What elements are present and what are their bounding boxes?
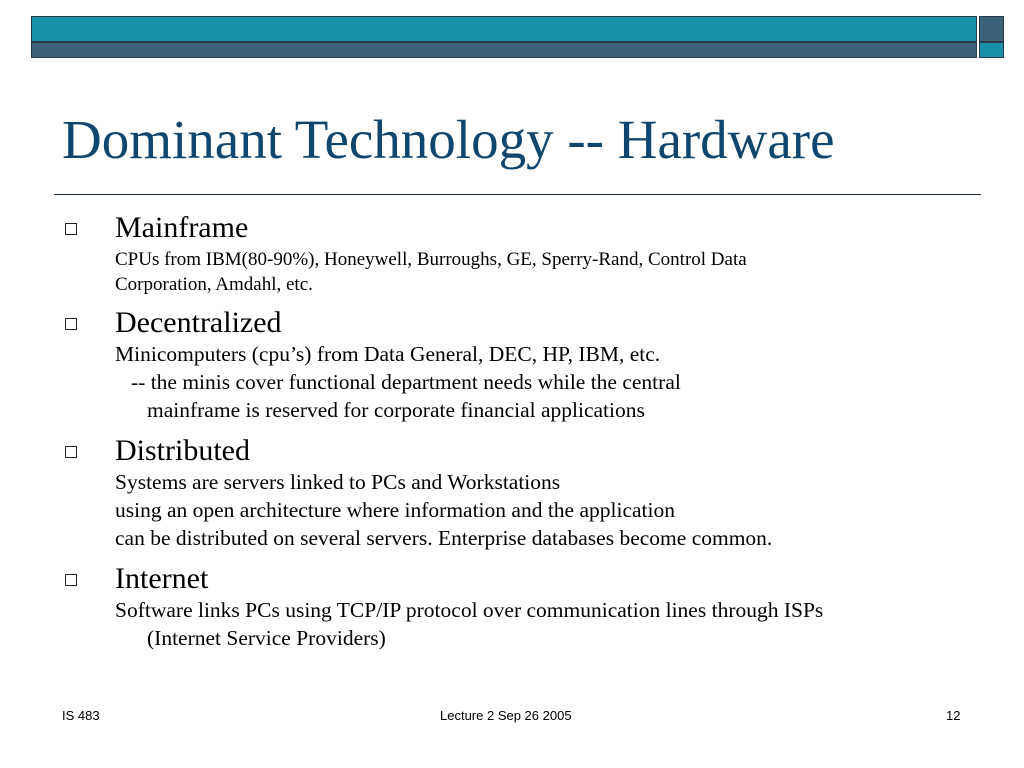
header-bar-bottom bbox=[31, 42, 977, 58]
bullet-line: can be distributed on several servers. Enterprise databases become common. bbox=[115, 526, 773, 550]
bullet-line: (Internet Service Providers) bbox=[147, 626, 386, 650]
header-bar-top bbox=[31, 16, 977, 42]
bullet-heading: Decentralized bbox=[115, 306, 282, 339]
bullet-heading: Distributed bbox=[115, 434, 250, 467]
square-bullet-icon bbox=[65, 574, 77, 586]
header-square-bottom bbox=[979, 42, 1004, 58]
bullet-line: using an open architecture where information and the application bbox=[115, 498, 675, 522]
bullet-line: Minicomputers (cpu’s) from Data General, DEC, HP, IBM, etc. bbox=[115, 342, 661, 366]
footer-course: IS 483 bbox=[62, 708, 100, 723]
bullet-line: mainframe is reserved for corporate financial applications bbox=[147, 398, 645, 422]
footer-lecture: Lecture 2 Sep 26 2005 bbox=[440, 708, 572, 723]
square-bullet-icon bbox=[65, 223, 77, 235]
bullet-line: Software links PCs using TCP/IP protocol over communication lines through ISPs bbox=[115, 598, 824, 622]
bullet-line: Corporation, Amdahl, etc. bbox=[115, 274, 313, 295]
title-divider bbox=[54, 194, 981, 195]
bullet-line: Systems are servers linked to PCs and Workstations bbox=[115, 470, 561, 494]
square-bullet-icon bbox=[65, 318, 77, 330]
bullet-heading: Mainframe bbox=[115, 211, 249, 244]
bullet-heading: Internet bbox=[115, 562, 209, 595]
bullet-line: CPUs from IBM(80-90%), Honeywell, Burroughs, GE, Sperry-Rand, Control Data bbox=[115, 249, 747, 270]
footer-slide-number: 12 bbox=[946, 708, 961, 723]
square-bullet-icon bbox=[65, 446, 77, 458]
slide-title: Dominant Technology -- Hardware bbox=[62, 109, 835, 170]
bullet-line: -- the minis cover functional department needs while the central bbox=[131, 370, 681, 394]
header-square-top bbox=[979, 16, 1004, 42]
